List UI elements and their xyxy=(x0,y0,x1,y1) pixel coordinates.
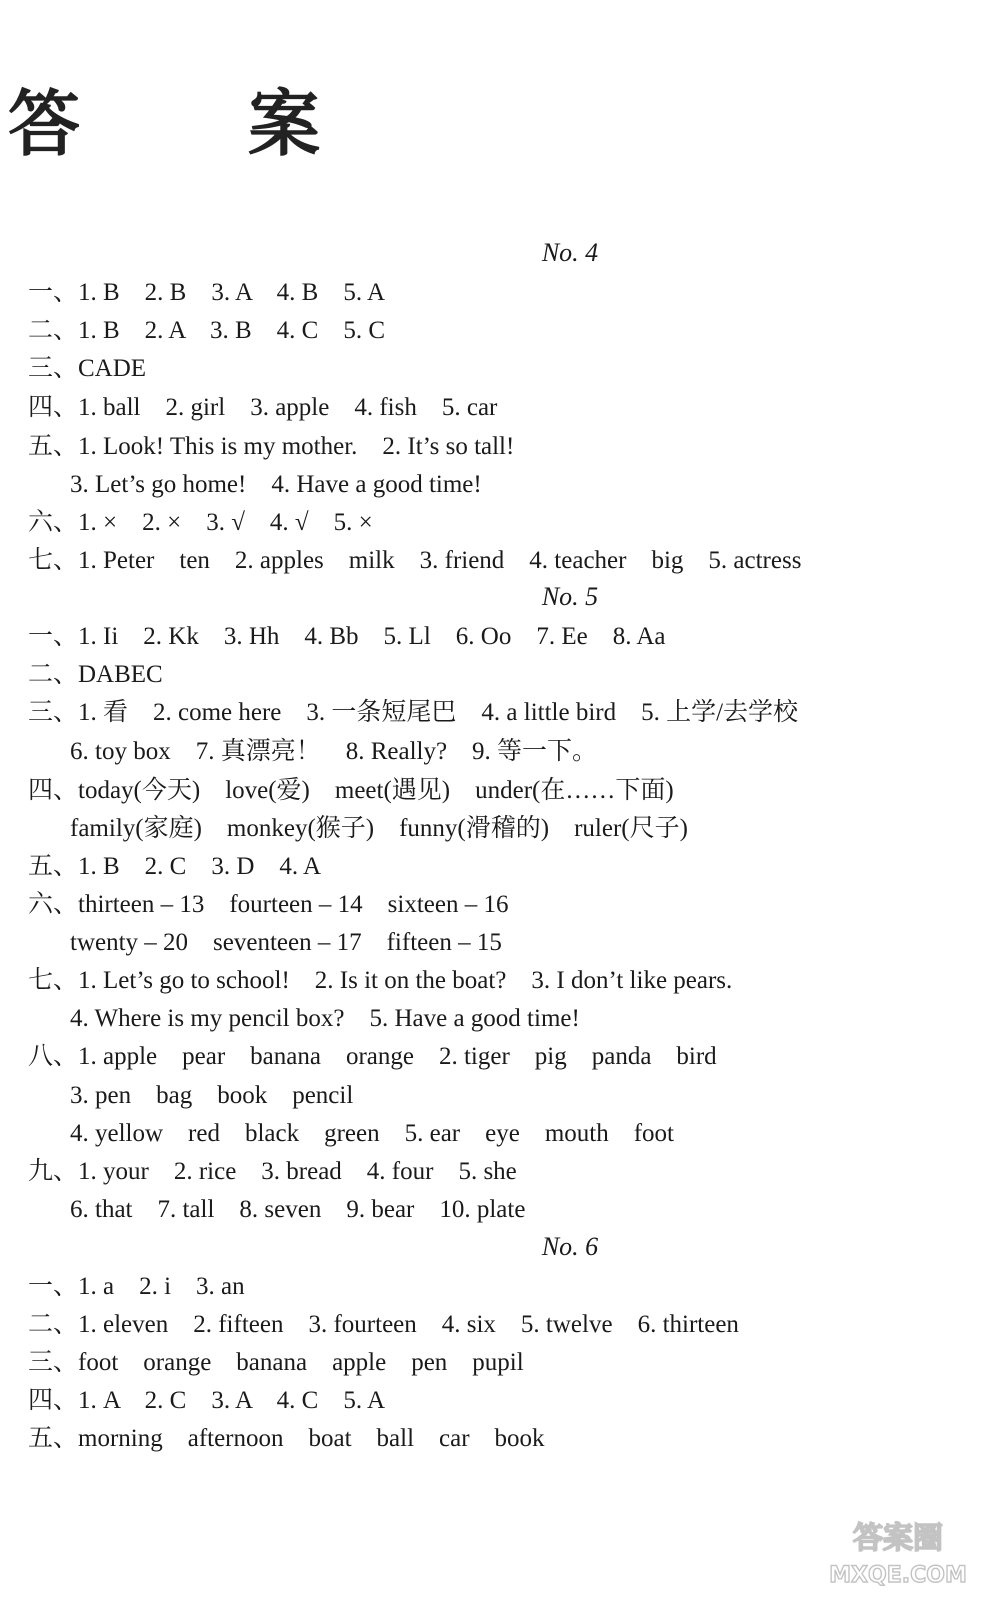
answer-line: 3. Let’s go home! 4. Have a good time! xyxy=(70,471,482,498)
answer-line: 二、1. B 2. A 3. B 4. C 5. C xyxy=(28,317,385,344)
answer-line: 五、1. B 2. C 3. D 4. A xyxy=(28,853,322,880)
answer-line: 三、1. 看 2. come here 3. 一条短尾巴 4. a little bird 5. 上学/去学校 xyxy=(28,699,799,726)
answer-line: 一、1. Ii 2. Kk 3. Hh 4. Bb 5. Ll 6. Oo 7. Ee 8. Aa xyxy=(28,623,666,650)
section-heading-no6: No. 6 xyxy=(541,1232,599,1261)
answer-line: 九、1. your 2. rice 3. bread 4. four 5. she xyxy=(28,1158,517,1185)
answer-line: 四、1. A 2. C 3. A 4. C 5. A xyxy=(28,1387,385,1414)
watermark-cn: 答案圈 xyxy=(853,1521,943,1556)
section-heading-no4: No. 4 xyxy=(541,238,599,267)
answer-line: 6. toy box 7. 真漂亮！ 8. Really? 9. 等一下。 xyxy=(70,738,598,765)
answer-line: 八、1. apple pear banana orange 2. tiger pig panda bird xyxy=(28,1043,717,1070)
answer-line: 一、1. B 2. B 3. A 4. B 5. A xyxy=(28,279,385,306)
answer-line: twenty – 20 seventeen – 17 fifteen – 15 xyxy=(70,929,502,956)
answer-line: 七、1. Let’s go to school! 2. Is it on the boat? 3. I don’t like pears. xyxy=(28,967,733,994)
answer-line: 四、today(今天) love(爱) meet(遇见) under(在……下面) xyxy=(28,777,674,804)
answer-line: 4. Where is my pencil box? 5. Have a good time! xyxy=(70,1005,580,1032)
watermark-url: MXQE.COM xyxy=(829,1563,967,1588)
answer-line: 3. pen bag book pencil xyxy=(70,1082,354,1109)
answer-line: 三、foot orange banana apple pen pupil xyxy=(28,1349,524,1376)
watermark-logo xyxy=(818,1512,978,1592)
answer-line: 七、1. Peter ten 2. apples milk 3. friend 4. teacher big 5. actress xyxy=(28,547,802,574)
answer-line: 4. yellow red black green 5. ear eye mouth foot xyxy=(70,1120,674,1147)
answer-line: 三、CADE xyxy=(28,355,147,382)
answer-line: 二、DABEC xyxy=(28,661,163,688)
answer-line: 六、1. × 2. × 3. √ 4. √ 5. × xyxy=(28,509,373,536)
answer-line: 四、1. ball 2. girl 3. apple 4. fish 5. car xyxy=(28,394,498,421)
page-title: 答 案 xyxy=(8,81,369,166)
answer-line: 五、1. Look! This is my mother. 2. It’s so tall! xyxy=(28,433,515,460)
answer-line: 六、thirteen – 13 fourteen – 14 sixteen – 16 xyxy=(28,891,509,918)
answer-line: 二、1. eleven 2. fifteen 3. fourteen 4. six 5. twelve 6. thirteen xyxy=(28,1311,739,1338)
answer-line: 一、1. a 2. i 3. an xyxy=(28,1273,245,1300)
answer-line: 6. that 7. tall 8. seven 9. bear 10. plate xyxy=(70,1196,526,1223)
section-heading-no5: No. 5 xyxy=(541,582,599,611)
answer-line: 五、morning afternoon boat ball car book xyxy=(28,1425,545,1452)
answer-line: family(家庭) monkey(猴子) funny(滑稽的) ruler(尺子) xyxy=(70,815,688,842)
